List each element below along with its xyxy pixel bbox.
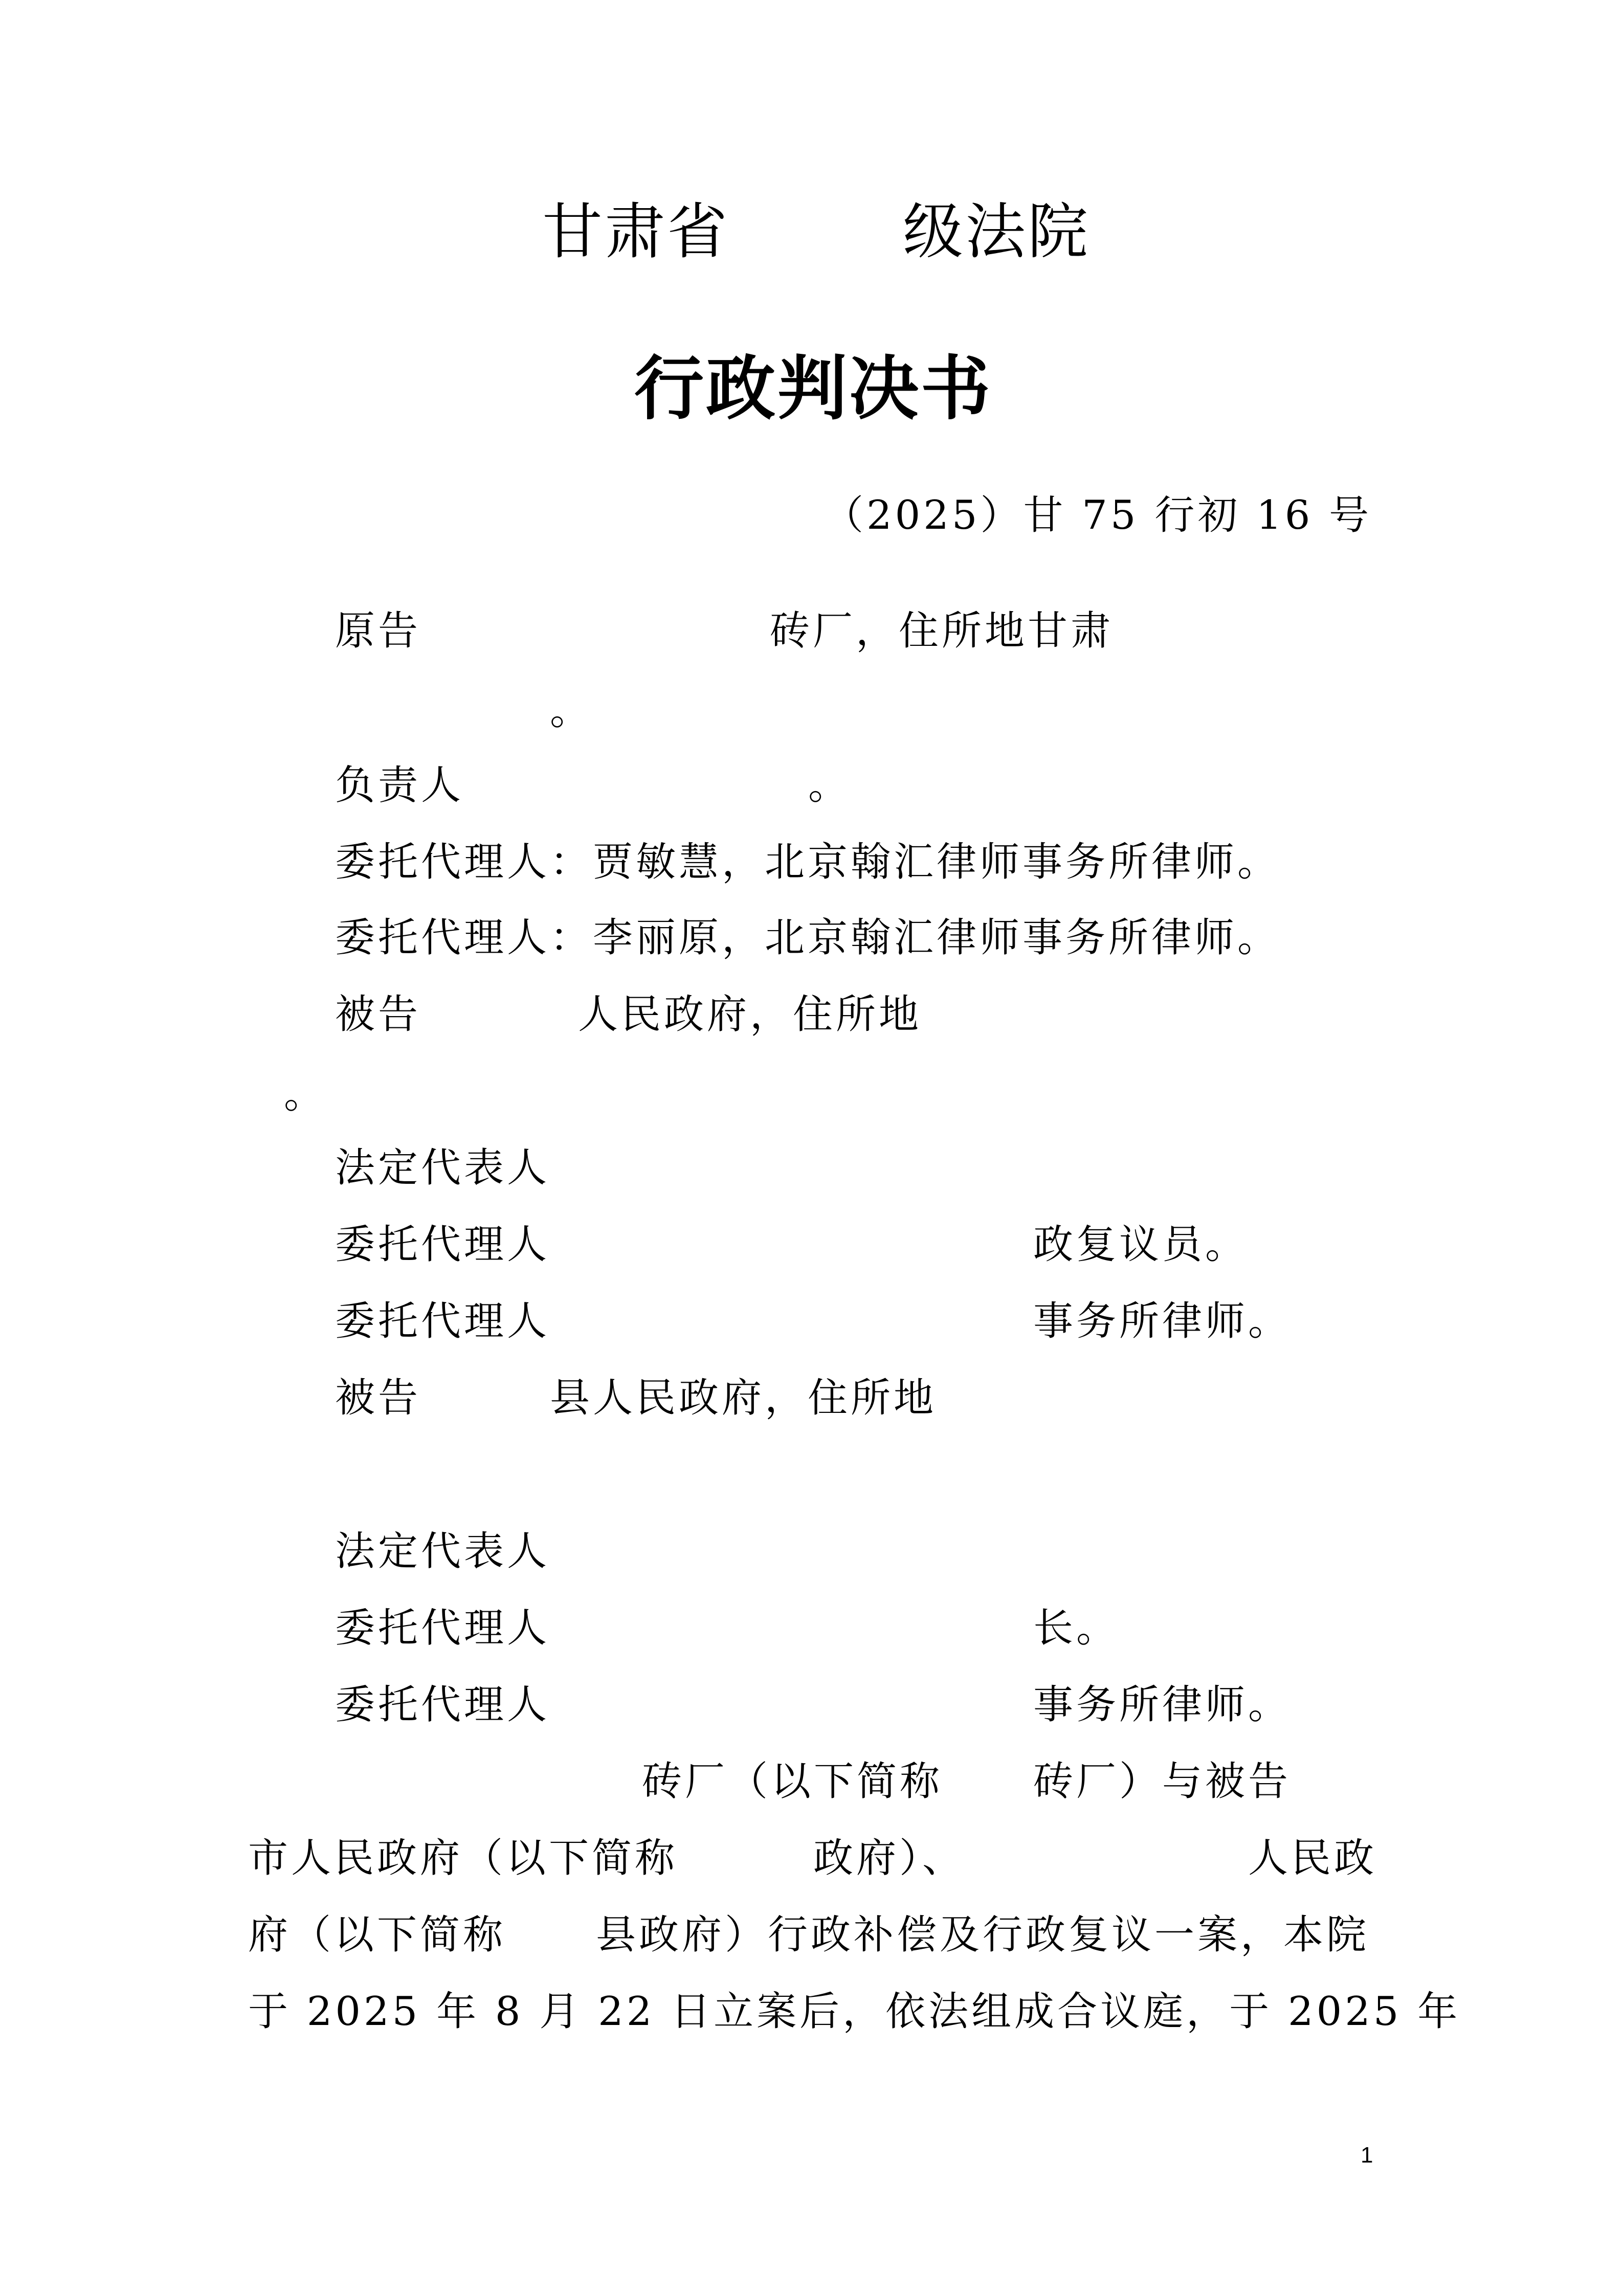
body-line-3-a: 府（以下简称 <box>248 1912 506 1958</box>
defendant-2-agent-1-tail: 长。 <box>1033 1605 1120 1651</box>
defendant-2-legal-rep: 法定代表人 <box>335 1528 550 1574</box>
document-title: 行政判决书 <box>634 348 992 430</box>
defendant-2-agent-2-label: 委托代理人 <box>335 1682 550 1728</box>
body-line-2-a: 市人民政府（以下简称 <box>248 1835 678 1881</box>
plaintiff-label: 原告 <box>335 608 421 654</box>
responsible-person-end: 。 <box>808 762 852 808</box>
body-line-2-c: 人民政 <box>1248 1835 1377 1881</box>
defendant-1-agent-2-label: 委托代理人 <box>335 1298 550 1344</box>
page-number: 1 <box>1361 2143 1373 2168</box>
defendant-1-agent-1-tail: 政复议员。 <box>1033 1222 1249 1268</box>
defendant-1-name: 人民政府，住所地 <box>578 992 922 1038</box>
body-line-3-b: 县政府）行政补偿及行政复议一案，本院 <box>596 1912 1370 1958</box>
plaintiff-agent-2: 委托代理人：李丽原，北京翰汇律师事务所律师。 <box>335 915 1281 961</box>
plaintiff-name: 砖厂，住所地甘肃 <box>770 608 1114 654</box>
body-line-1-a: 砖厂（以下简称 <box>642 1759 943 1805</box>
defendant-2-agent-1-label: 委托代理人 <box>335 1605 550 1651</box>
defendant-2-agent-2-tail: 事务所律师。 <box>1033 1682 1292 1728</box>
body-line-1-b: 砖厂）与被告 <box>1033 1759 1292 1805</box>
body-line-4: 于 2025 年 8 月 22 日立案后，依法组成合议庭，于 2025 年 <box>248 1989 1461 2035</box>
case-number: （2025）甘 75 行初 16 号 <box>824 492 1372 538</box>
defendant-1-agent-2-tail: 事务所律师。 <box>1033 1298 1292 1344</box>
defendant-1-address-end: 。 <box>284 1071 327 1117</box>
defendant-2-label: 被告 <box>335 1375 421 1421</box>
court-name-right: 级法院 <box>903 196 1091 267</box>
defendant-1-label: 被告 <box>335 992 421 1038</box>
plaintiff-agent-1: 委托代理人：贾敏慧，北京翰汇律师事务所律师。 <box>335 839 1281 885</box>
court-name-left: 甘肃省 <box>542 196 730 267</box>
body-line-2-b: 政府）、 <box>813 1835 966 1881</box>
plaintiff-address-end: 。 <box>550 688 593 734</box>
defendant-1-legal-rep: 法定代表人 <box>335 1145 550 1191</box>
defendant-1-agent-1-label: 委托代理人 <box>335 1222 550 1268</box>
defendant-2-name: 县人民政府，住所地 <box>550 1375 937 1421</box>
responsible-person-label: 负责人 <box>335 762 464 808</box>
